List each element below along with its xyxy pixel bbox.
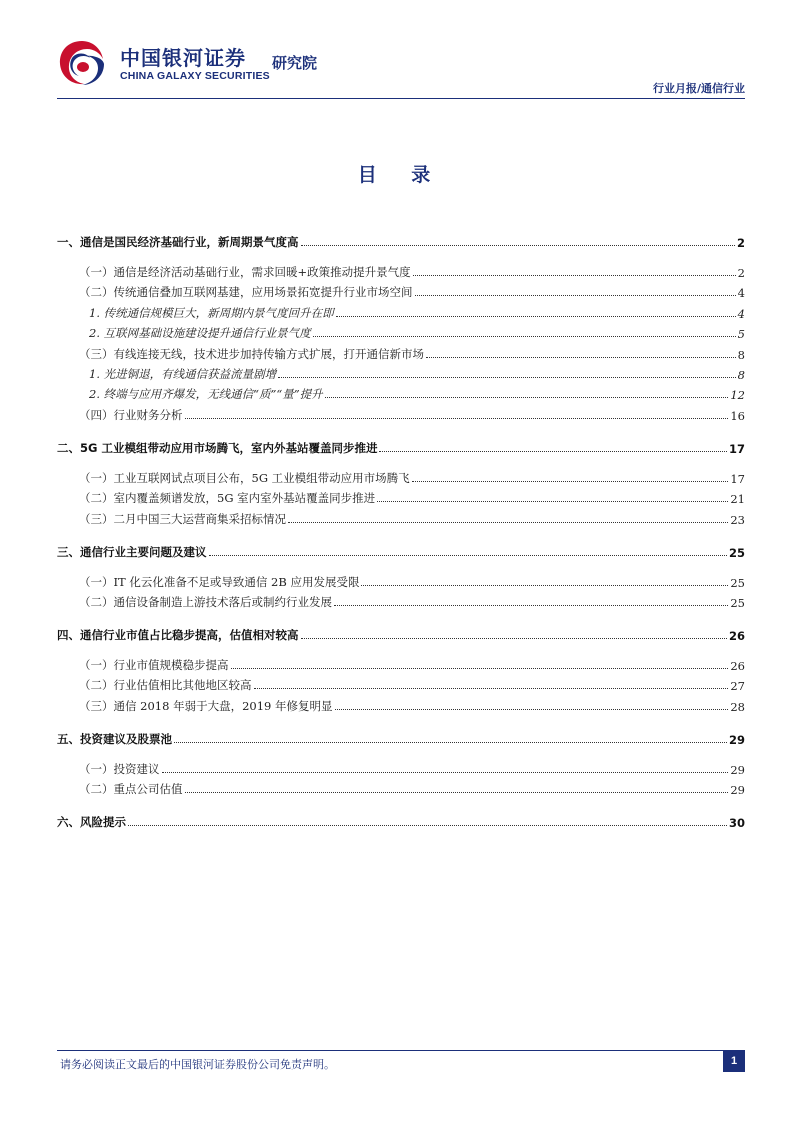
footer-disclaimer: 请务必阅读正文最后的中国银河证券股份公司免责声明。 [60,1058,335,1071]
toc-leader-dots [301,245,735,246]
toc-entry[interactable] [57,812,745,830]
toc-entry[interactable] [57,262,745,280]
toc-entry-text: 1. 传统通信规模巨大，新周期内景气度回升在即 [89,305,334,320]
toc-entry-page: 8 [737,368,745,382]
toc-entry-text: （一）投资建议 [79,761,160,776]
brand-name-en: CHINA GALAXY SECURITIES [120,70,270,82]
toc-entry-page: 17 [730,471,745,486]
toc-entry-text: （四）行业财务分析 [79,407,183,422]
toc-leader-dots [335,709,729,710]
toc-leader-dots [209,555,727,556]
toc-entry[interactable] [57,282,745,300]
toc-entry-page: 23 [730,512,745,527]
toc-entry-text: 1. 光进铜退，有线通信获益流量剧增 [89,367,277,381]
toc-leader-dots [336,316,736,317]
toc-leader-dots [379,451,727,452]
toc-leader-dots [426,357,736,358]
toc-leader-dots [325,397,729,398]
toc-entry[interactable] [57,509,745,527]
toc-entry[interactable] [57,438,745,456]
toc-leader-dots [128,825,727,826]
toc-entry[interactable] [57,696,745,714]
toc-entry-text: （一）行业市值规模稳步提高 [79,658,229,672]
toc-entry[interactable] [57,468,745,486]
institute-label: 研究院 [272,54,318,72]
toc-entry-page: 21 [730,492,745,507]
toc-entry[interactable] [57,364,745,382]
toc-entry-page: 2 [737,266,745,280]
toc-entry-page: 25 [728,545,745,560]
toc-entry-page: 29 [728,732,745,747]
toc-entry-page: 12 [730,388,745,403]
toc-entry-page: 4 [737,286,745,301]
toc-leader-dots [254,688,729,689]
toc-leader-dots [377,501,728,502]
toc-entry[interactable] [57,572,745,590]
toc-entry-text: 一、通信是国民经济基础行业，新周期景气度高 [57,235,299,249]
toc-entry[interactable] [57,344,745,362]
header-divider [57,98,745,99]
toc-entry[interactable] [57,625,745,643]
toc-entry-page: 2 [736,236,745,250]
toc-entry[interactable] [57,384,745,402]
toc-entry[interactable] [57,303,745,321]
toc-entry-text: 四、通信行业市值占比稳步提高，估值相对较高 [57,628,299,642]
toc-entry-page: 26 [730,659,745,673]
toc-entry[interactable] [57,232,745,250]
toc-entry[interactable] [57,675,745,693]
toc-entry-page: 29 [730,783,745,798]
toc-entry-page: 17 [728,441,745,456]
toc-entry-page: 28 [730,699,745,714]
toc-entry-page: 16 [730,408,745,423]
toc-leader-dots [231,668,729,669]
toc-leader-dots [301,638,727,639]
toc-title: 目 录 [357,164,445,186]
toc-entry-text: （二）通信设备制造上游技术落后或制约行业发展 [79,595,332,609]
toc-entry-page: 25 [730,596,745,610]
toc-leader-dots [185,418,729,419]
toc-entry-text: （一）工业互联网试点项目公布，5G 工业模组带动应用市场腾飞 [79,470,410,485]
toc-entry[interactable] [57,729,745,747]
page-number: 1 [723,1050,745,1072]
toc-entry-text: （二）室内覆盖频谱发放，5G 室内室外基站覆盖同步推进 [79,491,376,506]
toc-entry[interactable] [57,779,745,797]
toc-entry-page: 8 [737,347,745,362]
toc-leader-dots [162,772,729,773]
toc-entry-text: （二）传统通信叠加互联网基建，应用场景拓宽提升行业市场空间 [79,285,413,300]
toc-entry-page: 4 [737,306,745,321]
toc-entry-page: 27 [730,679,745,694]
toc-entry[interactable] [57,592,745,610]
toc-entry-text: 2. 互联网基础设施建设提升通信行业景气度 [89,326,311,341]
toc-entry[interactable] [57,759,745,777]
toc-entry-text: （二）行业估值相比其他地区较高 [79,678,252,693]
toc-entry-text: （一）通信是经济活动基础行业，需求回暖+政策推动提升景气度 [79,265,411,279]
brand-name-cn: 中国银河证券 [120,46,246,70]
toc-entry[interactable] [57,655,745,673]
toc-entry-text: （三）二月中国三大运营商集采招标情况 [79,511,286,526]
toc-entry[interactable] [57,323,745,341]
toc-entry-page: 26 [728,629,745,643]
toc-entry-page: 29 [730,762,745,777]
toc-leader-dots [185,792,729,793]
toc-entry-text: 二、5G 工业模组带动应用市场腾飞，室内外基站覆盖同步推进 [57,440,378,455]
toc-entry-page: 25 [730,575,745,590]
toc-entry[interactable] [57,542,745,560]
toc-entry[interactable] [57,405,745,423]
toc-leader-dots [361,585,728,586]
toc-leader-dots [313,336,736,337]
page-header [0,0,802,100]
toc-leader-dots [415,295,736,296]
toc-leader-dots [278,377,736,378]
toc-entry-text: 2. 终端与应用齐爆发，无线通信“质”“量”提升 [89,387,323,402]
toc-leader-dots [413,275,736,276]
report-type-label: 行业月报/通信行业 [652,82,745,95]
toc-leader-dots [334,605,728,606]
toc-entry[interactable] [57,488,745,506]
toc-entry-text: （二）重点公司估值 [79,782,183,797]
toc-leader-dots [288,522,728,523]
toc-entry-text: 六、风险提示 [57,815,126,830]
toc-leader-dots [412,481,729,482]
toc-entry-page: 30 [728,816,745,831]
toc-entry-page: 5 [737,327,745,342]
toc-entry-text: 五、投资建议及股票池 [57,731,172,746]
toc-entry-text: 三、通信行业主要问题及建议 [57,544,207,559]
toc-entry-text: （三）有线连接无线，技术进步加持传输方式扩展，打开通信新市场 [79,346,424,361]
footer-divider [57,1050,745,1051]
toc-leader-dots [174,742,727,743]
toc-entry-text: （三）通信 2018 年弱于大盘，2019 年修复明显 [79,698,333,713]
toc-entry-text: （一）IT 化云化准备不足或导致通信 2B 应用发展受限 [79,574,360,589]
galaxy-logo-icon [56,38,108,88]
